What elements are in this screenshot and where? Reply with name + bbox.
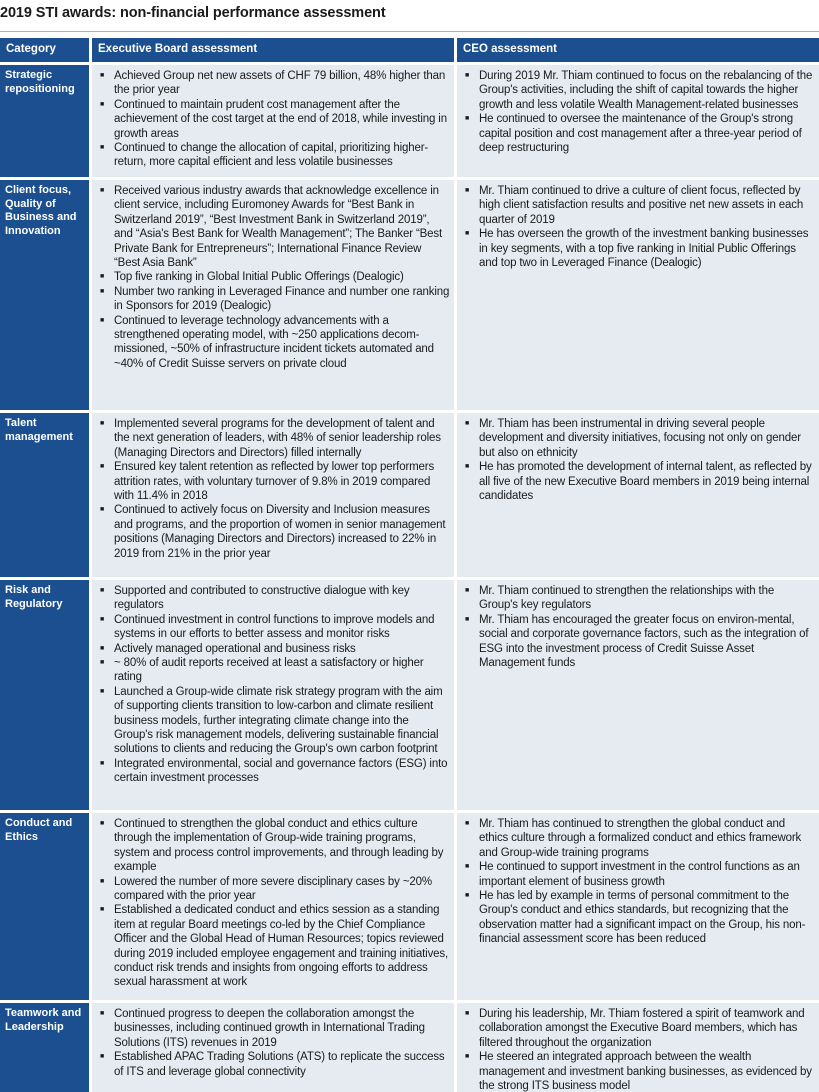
bullet-item: ■ He has overseen the growth of the investment banking businesses in key segments, with a top five ranking in Initial Public Offerings and top two in Leveraged Finance (Dealogic) <box>465 227 815 270</box>
bullet-list <box>465 584 815 670</box>
bullet-item: ■ Top five ranking in Global Initial Public Offerings (Dealogic) <box>100 270 450 284</box>
executive-board-assessment-cell <box>92 180 457 410</box>
bullet-item: ■ ~ 80% of audit reports received at least a satisfactory or higher rating <box>100 656 450 685</box>
ceo-assessment-cell <box>457 65 819 177</box>
assessment-table <box>0 38 819 1092</box>
bullet-item: ■ Continued to actively focus on Diversity and Inclusion measures and programs, and the proportion of women in senior management positions (Managing Directors and Directors) increased to 22% in 2019 from 21% in the prior year <box>100 503 450 561</box>
bullet-item: ■ Implemented several programs for the development of talent and the next generation of leaders, with 48% of senior leadership roles (Managing Directors and Directors) filled internally <box>100 417 450 460</box>
ceo-assessment-cell <box>457 413 819 577</box>
category-cell: Conduct and Ethics <box>0 813 92 1000</box>
bullet-item: ■ Ensured key talent retention as reflected by lower top performers attrition rates, with voluntary turnover of 9.8% in 2019 compared with 11.4% in 2018 <box>100 460 450 503</box>
bullet-item: ■ He continued to support investment in the control functions as an important element of business growth <box>465 860 815 889</box>
bullet-item: ■ Continued to leverage technology advancements with a strengthened operating model, with ~250 applications decom-missioned, ~50% of infrastructure incident tickets automated and ~40% of Credit Suisse servers on private cloud <box>100 314 450 372</box>
bullet-item: ■ Mr. Thiam has been instrumental in driving several people development and diversity initiatives, focusing not only on gender but also on ethnicity <box>465 417 815 460</box>
title-divider <box>0 31 819 32</box>
bullet-list <box>465 184 815 270</box>
bullet-item: ■ Supported and contributed to constructive dialogue with key regulators <box>100 584 450 613</box>
bullet-item: ■ Continued investment in control functions to improve models and systems in our efforts to better assess and monitor risks <box>100 613 450 642</box>
bullet-item: ■ He continued to oversee the maintenance of the Group's strong capital position and cost management after a three-year period of deep restructuring <box>465 112 815 155</box>
bullet-item: ■ Established a dedicated conduct and ethics session as a standing item at regular Board meetings co-led by the Chief Compliance Officer and the Global Head of Human Resources; topics reviewed during 2019 included employee engagement and training initiatives, conduct risk trends and insights from ongoing efforts to address sexual harassment at work <box>100 903 450 989</box>
bullet-item: ■ Mr. Thiam has continued to strengthen the global conduct and ethics culture through a formalized conduct and ethics framework and Group-wide training programs <box>465 817 815 860</box>
bullet-item: ■ Continued to change the allocation of capital, prioritizing higher-return, more capital efficient and less volatile businesses <box>100 141 450 170</box>
bullet-item: ■ Launched a Group-wide climate risk strategy program with the aim of supporting clients transition to low-carbon and climate resilient business models, further integrating climate change into the Group's risk management models, delivering sustainable financial solutions to clients and reducing the Group's own carbon footprint <box>100 685 450 757</box>
executive-board-assessment-cell <box>92 580 457 810</box>
bullet-item: ■ Continued to strengthen the global conduct and ethics culture through the implementation of Group-wide training programs, system and process control improvements, and through leading by example <box>100 817 450 875</box>
bullet-item: ■ Received various industry awards that acknowledge excellence in client service, including Euromoney Awards for “Best Bank in Switzerland 2019”, “Best Investment Bank in Switzerland 2019”, and “Asia's Best Bank for Wealth Management”; The Banker “Best Private Bank for Entrepreneurs”; International Finance Review “Best Asia Bank” <box>100 184 450 270</box>
category-cell: Teamwork and Leadership <box>0 1003 92 1092</box>
executive-board-assessment-cell <box>92 65 457 177</box>
bullet-item: ■ During his leadership, Mr. Thiam fostered a spirit of teamwork and collaboration amongst the Executive Board members, which has filtered throughout the organization <box>465 1007 815 1050</box>
bullet-list <box>100 584 450 786</box>
category-cell: Strategic repositioning <box>0 65 92 177</box>
category-cell: Risk and Regulatory <box>0 580 92 810</box>
ceo-assessment-cell <box>457 813 819 1000</box>
bullet-list <box>100 1007 450 1079</box>
bullet-item: ■ Continued to maintain prudent cost management after the achievement of the cost target at the end of 2018, while investing in growth areas <box>100 98 450 141</box>
bullet-item: ■ Established APAC Trading Solutions (ATS) to replicate the success of ITS and leverage global connectivity <box>100 1050 450 1079</box>
page-title: 2019 STI awards: non-financial performance assessment <box>0 5 386 21</box>
ceo-assessment-cell <box>457 580 819 810</box>
bullet-list <box>100 184 450 371</box>
header-executive-board-assessment: Executive Board assessment <box>92 38 457 62</box>
bullet-item: ■ He has promoted the development of internal talent, as reflected by all five of the new Executive Board members in 2019 being internal candidates <box>465 460 815 503</box>
bullet-item: ■ During 2019 Mr. Thiam continued to focus on the rebalancing of the Group's activities, including the shift of capital towards the higher growth and less volatile Wealth Management-related businesses <box>465 69 815 112</box>
bullet-item: ■ Continued progress to deepen the collaboration amongst the businesses, including continued growth in International Trading Solutions (ITS) revenues in 2019 <box>100 1007 450 1050</box>
bullet-item: ■ He steered an integrated approach between the wealth management and investment banking businesses, as evidenced by the strong ITS business model <box>465 1050 815 1092</box>
bullet-item: ■ Integrated environmental, social and governance factors (ESG) into certain investment processes <box>100 757 450 786</box>
bullet-item: ■ Number two ranking in Leveraged Finance and number one ranking in Sponsors for 2019 (Dealogic) <box>100 285 450 314</box>
ceo-assessment-cell <box>457 180 819 410</box>
bullet-list <box>100 817 450 990</box>
bullet-item: ■ Mr. Thiam continued to drive a culture of client focus, reflected by high client satisfaction results and positive net new assets in each quarter of 2019 <box>465 184 815 227</box>
bullet-list <box>465 1007 815 1092</box>
category-cell: Talent management <box>0 413 92 577</box>
header-ceo-assessment: CEO assessment <box>457 38 819 62</box>
category-cell: Client focus, Quality of Business and Innovation <box>0 180 92 410</box>
executive-board-assessment-cell <box>92 813 457 1000</box>
bullet-item: ■ He has led by example in terms of personal commitment to the Group's conduct and ethics standards, but recognizing that the observation matter had a significant impact on the Group, his non-financial assessment score has been reduced <box>465 889 815 947</box>
bullet-item: ■ Lowered the number of more severe disciplinary cases by ~20% compared with the prior year <box>100 875 450 904</box>
bullet-list <box>465 417 815 503</box>
bullet-item: ■ Mr. Thiam continued to strengthen the relationships with the Group's key regulators <box>465 584 815 613</box>
executive-board-assessment-cell <box>92 1003 457 1092</box>
ceo-assessment-cell <box>457 1003 819 1092</box>
bullet-list <box>465 817 815 947</box>
bullet-list <box>100 69 450 170</box>
bullet-item: ■ Achieved Group net new assets of CHF 79 billion, 48% higher than the prior year <box>100 69 450 98</box>
executive-board-assessment-cell <box>92 413 457 577</box>
bullet-item: ■ Mr. Thiam has encouraged the greater focus on environ-mental, social and corporate governance factors, such as the integration of ESG into the investment process of Credit Suisse Asset Management funds <box>465 613 815 671</box>
bullet-list <box>465 69 815 155</box>
bullet-list <box>100 417 450 561</box>
bullet-item: ■ Actively managed operational and business risks <box>100 642 450 656</box>
header-category: Category <box>0 38 92 62</box>
